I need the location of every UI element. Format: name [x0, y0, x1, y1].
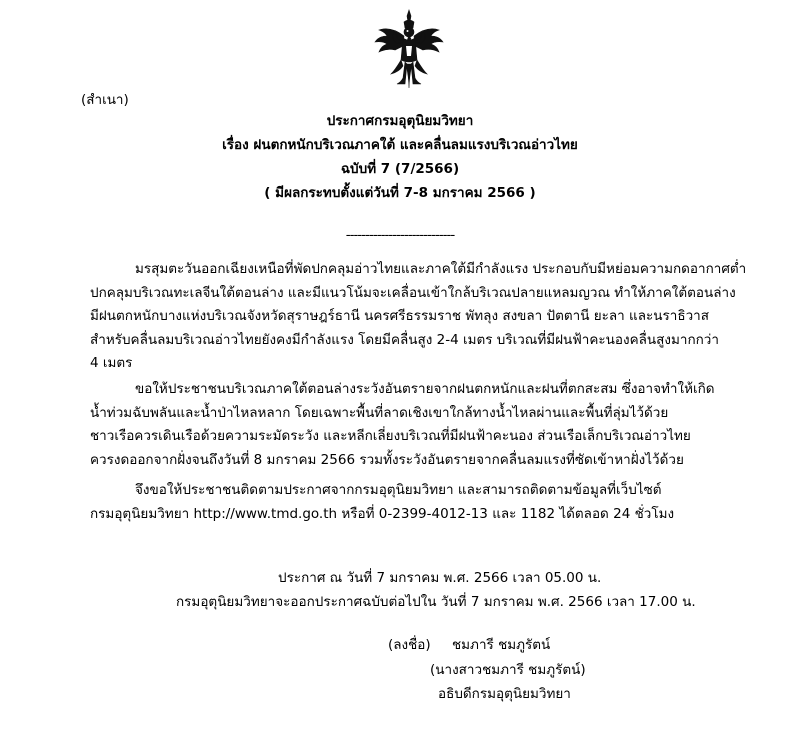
paragraph-line: มรสุมตะวันออกเฉียงเหนือที่พัดปกคลุมอ่าวไทยและภาคใต้มีกำลังแรง ประกอบกับมีหย่อมความกดอากาศต่ำ [135, 261, 747, 277]
paragraph-line: มีฝนตกหนักบางแห่งบริเวณจังหวัดสุราษฎร์ธานี นครศรีธรรมราช พัทลุง สงขลา ปัตตานี ยะลา และนราธิวาส [90, 308, 709, 324]
separator-line: ---------------------------- [345, 227, 455, 243]
paragraph-line: ควรงดออกจากฝั่งจนถึงวันที่ 8 มกราคม 2566 รวมทั้งระวังอันตรายจากคลื่นลมแรงที่ซัดเข้าหาฝั่งไว้ด้วย [90, 451, 684, 468]
paragraph-line: ชาวเรือควรเดินเรือด้วยความระมัดระวัง และหลีกเลี่ยงบริเวณที่มีฝนฟ้าคะนอง ส่วนเรือเล็กบริเวณอ่าวไทย [90, 428, 691, 444]
paragraph-line: สำหรับคลื่นลมบริเวณอ่าวไทยยังคงมีกำลังแรง โดยมีคลื่นสูง 2-4 เมตร บริเวณที่มีฝนฟ้าคะนองคลื่นสูงมากกว่า [90, 331, 719, 348]
copy-mark: (สำเนา) [81, 92, 129, 108]
paragraph-follow-updates [90, 479, 750, 526]
paragraph-line: กรมอุตุนิยมวิทยา http://www.tmd.go.th หรือที่ 0-2399-4012-13 และ 1182 ได้ตลอด 24 ชั่วโมง [90, 505, 675, 522]
subject-line: เรื่อง ฝนตกหนักบริเวณภาคใต้ และคลื่นลมแรงบริเวณอ่าวไทย [222, 137, 578, 153]
paragraph-line: ปกคลุมบริเวณทะเลจีนใต้ตอนล่าง และมีแนวโน้มจะเคลื่อนเข้าใกล้บริเวณปลายแหลมญวณ ทำให้ภาคใต้ตอนล่าง [90, 284, 736, 301]
signatory-full-name: (นางสาวชมภารี ชมภูรัตน์) [430, 662, 586, 678]
next-issue-notice: กรมอุตุนิยมวิทยาจะออกประกาศฉบับต่อไปใน วันที่ 7 มกราคม พ.ศ. 2566 เวลา 17.00 น. [176, 594, 696, 610]
issue-number: ฉบับที่ 7 (7/2566) [340, 161, 460, 177]
sign-label: (ลงชื่อ) [388, 637, 431, 653]
paragraph-warning [90, 378, 750, 472]
paragraph-line: 4 เมตร [90, 355, 133, 371]
paragraph-line: ขอให้ประชาชนบริเวณภาคใต้ตอนล่างระวังอันตรายจากฝนตกหนักและฝนที่ตกสะสม ซึ่งอาจทำให้เกิด [135, 381, 715, 397]
announcement-heading: ประกาศกรมอุตุนิยมวิทยา [326, 113, 474, 129]
signature-name: ชมภารี ชมภูรัตน์ [452, 637, 551, 653]
garuda-emblem-icon [373, 8, 445, 90]
announce-date: ประกาศ ณ วันที่ 7 มกราคม พ.ศ. 2566 เวลา 05.00 น. [278, 570, 602, 586]
paragraph-weather-situation [90, 258, 750, 376]
paragraph-line: จึงขอให้ประชาชนติดตามประกาศจากกรมอุตุนิยมวิทยา และสามารถติดตามข้อมูลที่เว็บไซต์ [135, 482, 662, 498]
paragraph-line: น้ำท่วมฉับพลันและน้ำป่าไหลหลาก โดยเฉพาะพื้นที่ลาดเชิงเขาใกล้ทางน้ำไหลผ่านและพื้นที่ลุ่มไว้ด้วย [90, 404, 669, 421]
signatory-position: อธิบดีกรมอุตุนิยมวิทยา [438, 686, 571, 702]
effective-dates: ( มีผลกระทบตั้งแต่วันที่ 7-8 มกราคม 2566 ) [264, 185, 536, 201]
